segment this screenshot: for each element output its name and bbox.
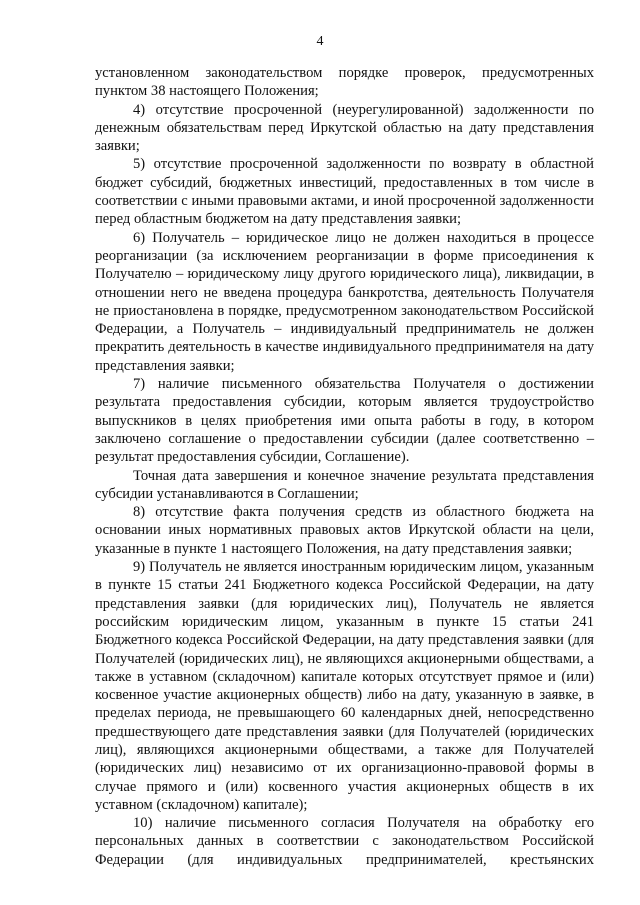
paragraph-item-4: 4) отсутствие просроченной (неурегулированной) задолженности по денежным обязательствам перед Иркутской областью на дату представления заявки; bbox=[95, 101, 594, 155]
paragraph-result-date: Точная дата завершения и конечное значение результата представления субсидии устанавливаются в Соглашении; bbox=[95, 467, 594, 502]
page-number: 4 bbox=[316, 34, 324, 49]
paragraph-item-5: 5) отсутствие просроченной задолженности по возврату в областной бюджет субсидий, бюджетных инвестиций, предоставленных в том числе в соответствии с иными правовыми актами, и иной просроченной задолженности перед областным бюджетом на дату представления заявки; bbox=[95, 156, 594, 228]
paragraph-item-6: 6) Получатель – юридическое лицо не должен находиться в процессе реорганизации (за исключением реорганизации в форме присоединения к Получателю – юридическому лицу другого юридического лица), ликвидации, в отношении него не введена процедура банкротства, деятельность Получателя не приостановлена в порядке, предусмотренном законодательством Российской Федерации, а Получатель – индивидуальный предприниматель не должен прекратить деятельность в качестве индивидуального предпринимателя на дату представления заявки; bbox=[95, 229, 594, 374]
paragraph-continuation: установленном законодательством порядке проверок, предусмотренных пунктом 38 настоящего Положения; bbox=[95, 65, 594, 100]
paragraph-item-9: 9) Получатель не является иностранным юридическим лицом, указанным в пункте 15 статьи 241 Бюджетного кодекса Российской Федерации, на дату представления заявки (для юридических лиц), Получатель не является российским юридическим лицом, указанным в пункте 15 статьи 241 Бюджетного кодекса Российской Федерации, на дату представления заявки (для Получателей (юридических лиц), не являющихся акционерными обществами, а также в уставном (складочном) капитале которых отсутствует прямое и (или) косвенное участие акционерных обществ) либо на дату, указанную в заявке, в пределах периода, не превышающего 60 календарных дней, непосредственно предшествующего дате представления заявки (для Получателей (юридических лиц), являющихся акционерными обществами, а также для Получателей (юридических лиц) независимо от их организационно-правовой формы в случае прямого и (или) косвенного участия акционерных обществ в их уставном (складочном) капитале); bbox=[95, 559, 594, 813]
paragraph-item-10: 10) наличие письменного согласия Получателя на обработку его персональных данных в соответствии с законодательством Российской Федерации (для индивидуальных предпринимателей, крестьянских bbox=[95, 815, 594, 868]
document-body bbox=[95, 64, 594, 869]
paragraph-item-8: 8) отсутствие факта получения средств из областного бюджета на основании иных нормативных правовых актов Иркутской области на цели, указанные в пункте 1 настоящего Положения, на дату представления заявки; bbox=[95, 504, 594, 557]
paragraph-item-7: 7) наличие письменного обязательства Получателя о достижении результата предоставления субсидии, которым является трудоустройство выпускников в целях приобретения ими опыта работы в году, в котором заключено соглашение о предоставлении субсидии (далее соответственно – результат предоставления субсидии, Соглашение). bbox=[95, 376, 594, 466]
